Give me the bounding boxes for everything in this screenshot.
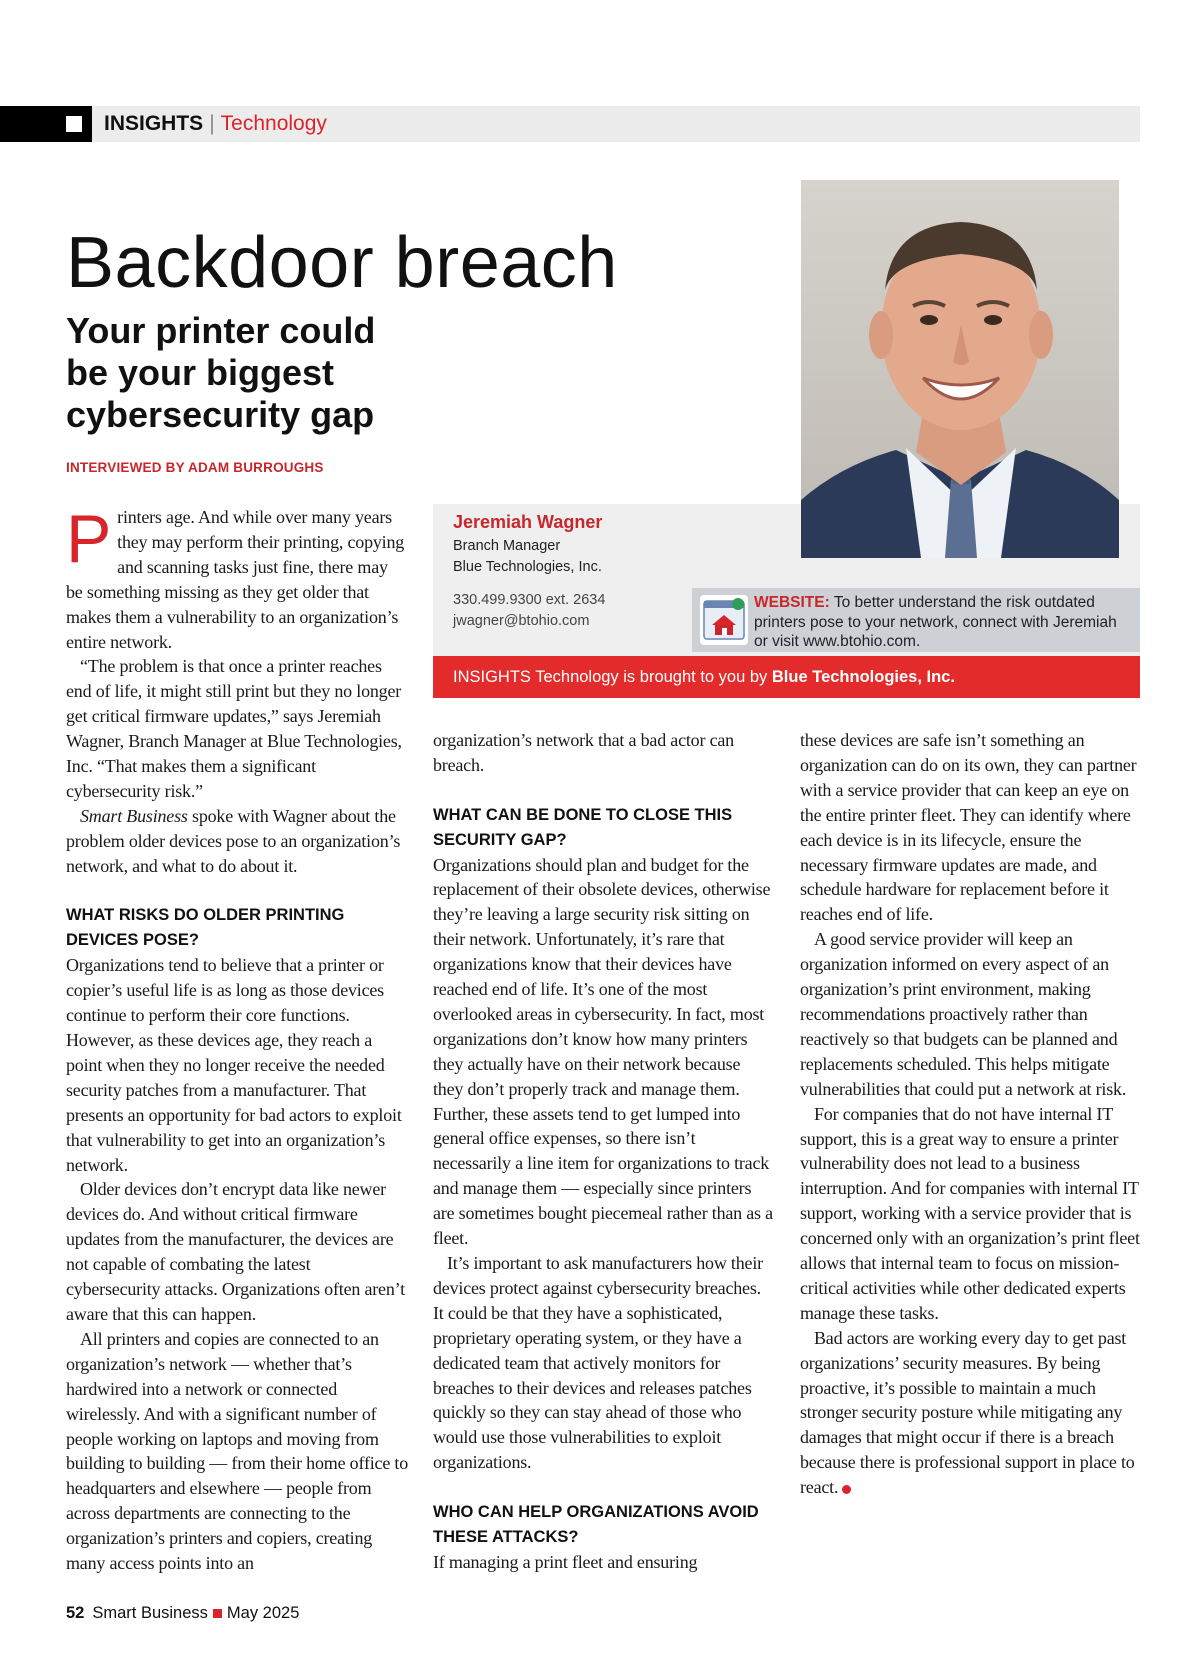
page-number: 52: [66, 1604, 85, 1622]
section-separator: |: [209, 112, 215, 135]
portrait-photo: [801, 180, 1119, 558]
section-name: INSIGHTS: [104, 112, 204, 135]
section-heading: WHO CAN HELP ORGANIZATIONS AVOID THESE ATTACKS?: [433, 1503, 759, 1546]
paragraph: For companies that do not have internal IT support, this is a great way to ensure a printer vulnerability does not lead to a business interruption. And for companies with internal IT support, working with a service provider that is concerned only with an organization’s print fleet allows that internal team to focus on mission-critical activities while other dedicated experts manage these tasks.: [800, 1103, 1140, 1323]
website-text: [754, 593, 1134, 652]
drop-cap: P: [66, 501, 112, 577]
website-label: WEBSITE:: [754, 594, 830, 611]
paragraph: Organizations should plan and budget for the replacement of their obsolete devices, otherwise they’re leaving a large security risk sitting on their network. Unfortunately, it’s rare that organizations know that their devices have reached end of life. It’s one of the most overlooked areas in cybersecurity. In fact, most organizations don’t know how many printers they actually have on their network because they don’t properly track and manage them. Further, these assets tend to get lumped into general office expenses, so there isn’t necessarily a line item for organizations to track and manage them — especially since printers are sometimes bought piecemeal rather than as a fleet.: [433, 854, 773, 1249]
header-square-icon: [66, 116, 82, 132]
sponsor-bar: [433, 656, 1140, 698]
paragraph: [66, 501, 408, 654]
contact-name: Jeremiah Wagner: [453, 512, 603, 532]
section-heading: WHAT CAN BE DONE TO CLOSE THIS SECURITY GAP?: [433, 805, 733, 849]
article-byline: INTERVIEWED BY ADAM BURROUGHS: [66, 460, 324, 475]
section-label: [104, 112, 327, 136]
portrait-illustration: [801, 180, 1119, 558]
paragraph: If managing a print fleet and ensuring: [433, 1551, 698, 1572]
section-heading: WHAT RISKS DO OLDER PRINTING DEVICES POSE?: [66, 906, 345, 950]
paragraph: Older devices don’t encrypt data like newer devices do. And without critical firmware updates from the manufacturer, the devices are not capable of combating the latest cybersecurity attacks. Organizations often aren’t aware that this can happen.: [66, 1179, 405, 1324]
paragraph: [66, 804, 408, 879]
article-column-3: [800, 728, 1140, 1500]
article-column-2: [433, 728, 773, 1575]
article-column-1: [66, 501, 409, 1576]
sponsor-prefix: INSIGHTS Technology is brought to you by: [453, 668, 768, 686]
paragraph: organization’s network that a bad actor can breach.: [433, 730, 734, 775]
contact-title: Branch Manager: [453, 538, 561, 554]
paragraph: Organizations tend to believe that a printer or copier’s useful life is as long as those devices continue to perform their core functions. However, as these devices age, they reach a point when they no longer receive the needed security patches from a manufacturer. That presents an opportunity for bad actors to exploit that vulnerability to get into an organization’s network.: [66, 955, 402, 1175]
paragraph: It’s important to ask manufacturers how their devices protect against cybersecurity breaches. It could be that they have a sophisticated, proprietary operating system, or they have a dedicated team that actively monitors for breaches to their devices and releases patches quickly so they can stay ahead of those who would use those vulnerabilities to exploit organizations.: [433, 1253, 763, 1473]
end-mark-icon: [842, 1485, 851, 1494]
article-subtitle: Your printer could be your biggest cybersecurity gap: [66, 310, 376, 435]
header-black-block: [0, 106, 92, 142]
paragraph-text: rinters age. And while over many years they may perform their printing, copying and scanning tasks just fine, there may be something missing as they get older that makes them a vulnerability to an organization’s entire network.: [66, 507, 405, 652]
article-title: Backdoor breach: [66, 223, 618, 303]
sponsor-text: [453, 656, 955, 698]
website-house-svg: [700, 595, 748, 645]
contact-phone: 330.499.9300 ext. 2634: [453, 592, 606, 608]
paragraph: “The problem is that once a printer reaches end of life, it might still print but they no longer get critical firmware updates,” says Jeremiah Wagner, Branch Manager at Blue Technologies, Inc. “That makes them a significant cybersecurity risk.”: [66, 656, 402, 801]
publication-name: Smart Business: [80, 805, 188, 826]
sponsor-name: Blue Technologies, Inc.: [771, 668, 955, 686]
paragraph: A good service provider will keep an organization informed on every aspect of an organization’s print environment, making recommendations proactively rather than reactively so that budgets can be planned and replacements scheduled. This helps mitigate vulnerabilities that could put a network at risk.: [800, 929, 1127, 1099]
section-category: Technology: [220, 112, 327, 135]
contact-company: Blue Technologies, Inc.: [453, 559, 602, 575]
footer-square-icon: [213, 1609, 222, 1618]
contact-email[interactable]: jwagner@btohio.com: [453, 613, 590, 629]
section-header-bar: [0, 106, 1140, 142]
website-house-icon: [700, 595, 748, 645]
paragraph: All printers and copies are connected to an organization’s network — whether that’s hardwired into a network or connected wirelessly. And with a significant number of people working on laptops and moving from building to building — from their home office to headquarters and elsewhere — people from across departments are connecting to the organization’s printers and copiers, creating many access points into an: [66, 1328, 409, 1574]
website-callout: [692, 588, 1140, 652]
publication-title: Smart Business: [92, 1604, 208, 1622]
issue-date: May 2025: [226, 1604, 300, 1622]
website-description: To better understand the risk outdated printers pose to your network, connect with Jeremiah or visit www.btohio.com.: [754, 594, 1117, 650]
paragraph: these devices are safe isn’t something an organization can do on its own, they can partner with a service provider that can keep an eye on the entire printer fleet. They can identify where each device is in its lifecycle, ensure the necessary firmware updates are made, and schedule hardware for replacement before it reaches end of life.: [800, 730, 1137, 925]
page-footer: [66, 1604, 299, 1623]
paragraph-text: spoke with Wagner about the problem older devices pose to an organization’s network, and what to do about it.: [66, 805, 401, 876]
paragraph-text: Bad actors are working every day to get past organizations’ security measures. By being proactive, it’s possible to maintain a much stronger security posture while mitigating any damages that might occur if there is a breach because there is professional support in place to react.: [800, 1327, 1135, 1498]
paragraph: [800, 1326, 1140, 1500]
